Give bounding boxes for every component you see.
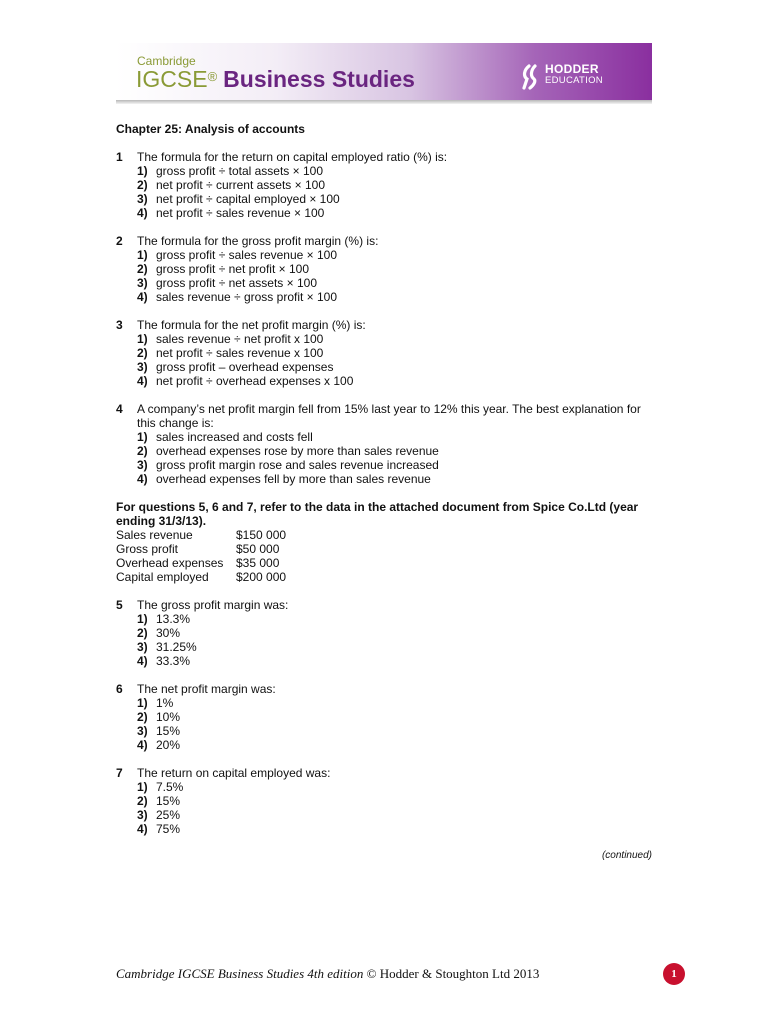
page-number-badge: 1 bbox=[663, 963, 685, 985]
hodder-logo-icon bbox=[520, 64, 540, 90]
data-value: $150 000 bbox=[236, 528, 287, 542]
data-row bbox=[116, 528, 286, 542]
data-value: $50 000 bbox=[236, 542, 280, 556]
question-stem bbox=[116, 598, 656, 612]
question-4 bbox=[116, 402, 656, 486]
publisher-logo-text bbox=[545, 64, 603, 86]
data-label: Gross profit bbox=[116, 542, 179, 556]
question-text: The formula for the return on capital employed ratio (%) is: bbox=[137, 150, 448, 164]
question-number: 2 bbox=[116, 234, 123, 248]
option-text: gross profit margin rose and sales revenue increased bbox=[156, 458, 439, 472]
question-stem bbox=[116, 682, 656, 696]
answer-option bbox=[116, 374, 656, 388]
brand-igcse: IGCSE bbox=[136, 66, 208, 92]
question-number: 4 bbox=[116, 402, 123, 416]
option-text: gross profit ÷ net assets × 100 bbox=[156, 276, 318, 290]
option-text: sales revenue ÷ net profit x 100 bbox=[156, 332, 324, 346]
data-value: $35 000 bbox=[236, 556, 280, 570]
question-stem bbox=[116, 318, 656, 332]
answer-option bbox=[116, 360, 656, 374]
option-number: 4) bbox=[137, 822, 148, 836]
answer-option bbox=[116, 654, 656, 668]
answer-option bbox=[116, 780, 656, 794]
chapter-title: Chapter 25: Analysis of accounts bbox=[116, 122, 305, 136]
option-number: 4) bbox=[137, 738, 148, 752]
answer-option bbox=[116, 276, 656, 290]
option-number: 1) bbox=[137, 780, 148, 794]
question-text: The formula for the net profit margin (%) is: bbox=[137, 318, 366, 332]
question-stem bbox=[116, 402, 656, 430]
question-list-b bbox=[116, 598, 656, 836]
option-number: 3) bbox=[137, 360, 148, 374]
brand-cambridge: Cambridge bbox=[137, 54, 196, 68]
spice-data-table bbox=[116, 528, 286, 584]
publisher-sub: EDUCATION bbox=[545, 75, 603, 86]
option-text: 1% bbox=[156, 696, 174, 710]
question-number: 7 bbox=[116, 766, 123, 780]
option-text: net profit ÷ capital employed × 100 bbox=[156, 192, 340, 206]
answer-option bbox=[116, 710, 656, 724]
option-text: gross profit ÷ net profit × 100 bbox=[156, 262, 309, 276]
question-text: The net profit margin was: bbox=[137, 682, 276, 696]
question-text: The gross profit margin was: bbox=[137, 598, 289, 612]
option-text: net profit ÷ sales revenue × 100 bbox=[156, 206, 325, 220]
answer-option bbox=[116, 332, 656, 346]
publisher-name: HODDER bbox=[545, 62, 599, 76]
question-text: The formula for the gross profit margin (%) is: bbox=[137, 234, 379, 248]
data-row bbox=[116, 556, 286, 570]
option-number: 2) bbox=[137, 346, 148, 360]
option-number: 2) bbox=[137, 178, 148, 192]
option-text: 13.3% bbox=[156, 612, 191, 626]
data-row bbox=[116, 542, 286, 556]
option-text: 15% bbox=[156, 724, 181, 738]
option-number: 4) bbox=[137, 290, 148, 304]
answer-option bbox=[116, 458, 656, 472]
continued-note: (continued) bbox=[601, 850, 652, 861]
worksheet-content bbox=[116, 122, 656, 850]
question-7 bbox=[116, 766, 656, 836]
answer-option bbox=[116, 192, 656, 206]
option-text: overhead expenses fell by more than sales revenue bbox=[156, 472, 431, 486]
option-text: net profit ÷ sales revenue x 100 bbox=[156, 346, 324, 360]
option-number: 2) bbox=[137, 262, 148, 276]
option-number: 1) bbox=[137, 332, 148, 346]
option-number: 4) bbox=[137, 472, 148, 486]
option-text: 15% bbox=[156, 794, 181, 808]
option-text: 31.25% bbox=[156, 640, 197, 654]
option-number: 3) bbox=[137, 724, 148, 738]
brand-business-studies: Business Studies bbox=[223, 66, 415, 92]
answer-option bbox=[116, 164, 656, 178]
option-number: 2) bbox=[137, 710, 148, 724]
data-value: $200 000 bbox=[236, 570, 287, 584]
option-text: net profit ÷ current assets × 100 bbox=[156, 178, 326, 192]
data-row bbox=[116, 570, 286, 584]
answer-option bbox=[116, 738, 656, 752]
question-text: The return on capital employed was: bbox=[137, 766, 331, 780]
option-text: 20% bbox=[156, 738, 181, 752]
answer-option bbox=[116, 346, 656, 360]
option-number: 1) bbox=[137, 248, 148, 262]
footer-copyright: © Hodder & Stoughton Ltd 2013 bbox=[366, 966, 540, 981]
answer-option bbox=[116, 248, 656, 262]
question-text: A company’s net profit margin fell from 15% last year to 12% this year. The best explanation for this change is: bbox=[137, 402, 641, 430]
option-text: gross profit – overhead expenses bbox=[156, 360, 334, 374]
answer-option bbox=[116, 794, 656, 808]
answer-option bbox=[116, 640, 656, 654]
question-6 bbox=[116, 682, 656, 752]
answer-option bbox=[116, 696, 656, 710]
option-number: 1) bbox=[137, 430, 148, 444]
header-banner-shadow bbox=[116, 100, 652, 104]
answer-option bbox=[116, 808, 656, 822]
question-5 bbox=[116, 598, 656, 668]
option-text: 30% bbox=[156, 626, 181, 640]
option-number: 2) bbox=[137, 626, 148, 640]
answer-option bbox=[116, 206, 656, 220]
answer-option bbox=[116, 612, 656, 626]
answer-option bbox=[116, 178, 656, 192]
answer-option bbox=[116, 724, 656, 738]
option-text: sales revenue ÷ gross profit × 100 bbox=[156, 290, 338, 304]
option-number: 1) bbox=[137, 612, 148, 626]
option-number: 3) bbox=[137, 276, 148, 290]
question-3 bbox=[116, 318, 656, 388]
answer-option bbox=[116, 262, 656, 276]
question-number: 6 bbox=[116, 682, 123, 696]
question-1 bbox=[116, 150, 656, 220]
option-number: 3) bbox=[137, 640, 148, 654]
option-number: 4) bbox=[137, 654, 148, 668]
footer-citation bbox=[116, 966, 539, 982]
question-number: 5 bbox=[116, 598, 123, 612]
option-number: 4) bbox=[137, 374, 148, 388]
option-number: 3) bbox=[137, 458, 148, 472]
question-list-a bbox=[116, 150, 656, 486]
option-text: 10% bbox=[156, 710, 181, 724]
option-text: 25% bbox=[156, 808, 181, 822]
option-number: 1) bbox=[137, 164, 148, 178]
option-text: gross profit ÷ sales revenue × 100 bbox=[156, 248, 338, 262]
option-number: 3) bbox=[137, 808, 148, 822]
answer-option bbox=[116, 430, 656, 444]
data-instruction: For questions 5, 6 and 7, refer to the data in the attached document from Spice Co.Ltd (year ending 31/3/13). bbox=[116, 500, 639, 528]
answer-option bbox=[116, 472, 656, 486]
answer-option bbox=[116, 290, 656, 304]
question-number: 3 bbox=[116, 318, 123, 332]
option-number: 3) bbox=[137, 192, 148, 206]
option-text: overhead expenses rose by more than sales revenue bbox=[156, 444, 439, 458]
option-text: 7.5% bbox=[156, 780, 184, 794]
option-text: net profit ÷ overhead expenses x 100 bbox=[156, 374, 354, 388]
brand-registered-mark: ® bbox=[207, 69, 218, 84]
question-stem bbox=[116, 766, 656, 780]
answer-option bbox=[116, 444, 656, 458]
answer-option bbox=[116, 626, 656, 640]
data-label: Sales revenue bbox=[116, 528, 193, 542]
option-number: 2) bbox=[137, 794, 148, 808]
question-stem bbox=[116, 150, 656, 164]
question-stem bbox=[116, 234, 656, 248]
data-label: Capital employed bbox=[116, 570, 209, 584]
option-number: 4) bbox=[137, 206, 148, 220]
answer-option bbox=[116, 822, 656, 836]
question-number: 1 bbox=[116, 150, 123, 164]
option-text: gross profit ÷ total assets × 100 bbox=[156, 164, 324, 178]
brand-title bbox=[136, 66, 415, 92]
option-text: 33.3% bbox=[156, 654, 191, 668]
option-number: 2) bbox=[137, 444, 148, 458]
question-2 bbox=[116, 234, 656, 304]
option-number: 1) bbox=[137, 696, 148, 710]
data-label: Overhead expenses bbox=[116, 556, 224, 570]
option-text: 75% bbox=[156, 822, 181, 836]
footer-book-title: Cambridge IGCSE Business Studies 4th edition bbox=[116, 966, 364, 981]
option-text: sales increased and costs fell bbox=[156, 430, 313, 444]
